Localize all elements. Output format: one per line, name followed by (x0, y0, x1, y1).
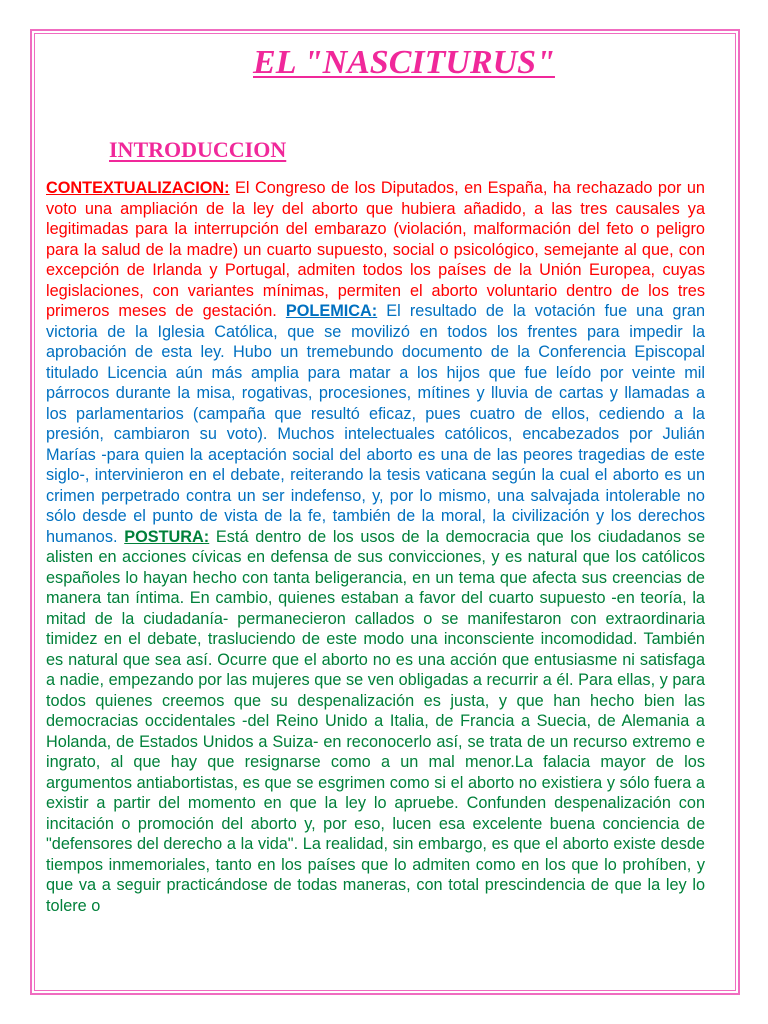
postura-label: POSTURA: (124, 527, 210, 546)
section-heading: INTRODUCCION (109, 137, 287, 162)
polemica-text: El resultado de la votación fue una gran victoria de la Iglesia Católica, que se movilizó en todos los frentes para impedir la aprobación de esta ley. Hubo un tremebundo documento de la Conferencia Episcopal titulado Licencia aún más amplia para matar a los hijos que fue leído por veinte mil párrocos durante la misa, rogativas, procesiones, mítines y lluvia de cartas y llamadas a los parlamentarios (campaña que resultó eficaz, pues cuatro de ellos, cediendo a la presión, cambiaron su voto). Muchos intelectuales católicos, encabezados por Julián Marías -para quien la aceptación social del aborto es una de las peores tragedias de este siglo-, intervinieron en el debate, reiterando la tesis vaticana según la cual el aborto es un crimen perpetrado contra un ser indefenso, y, por lo mismo, una salvajada intolerable no sólo desde el punto de vista de la fe, también de la moral, la civilización y los derechos humanos. (46, 302, 705, 546)
contextualizacion-label: CONTEXTUALIZACION: (46, 179, 230, 197)
polemica-label: POLEMICA: (285, 302, 378, 320)
contextualizacion-text: El Congreso de los Diputados, en España, ha rechazado por un voto una ampliación de la ley del aborto que hubiera añadido, a las tres causales ya legitimadas para la interrupción del embarazo (violación, malformación del feto o peligro para la salud de la madre) un cuarto supuesto, social o psicológico, semejante al que, con excepción de Irlanda y Portugal, admiten todos los países de la Unión Europea, cuyas legislaciones, con variantes mínimas, permiten el aborto voluntario dentro de los tres primeros meses de gestación. (46, 179, 705, 320)
body-paragraph (46, 178, 705, 916)
document-title: EL "NASCITURUS" (253, 44, 555, 81)
postura-text: Está dentro de los usos de la democracia que los ciudadanos se alisten en acciones cívicas en defensa de sus convicciones, y es natural que los católicos españoles lo hayan hecho con tanta beligerancia, en un tema que afecta sus creencias de manera tan íntima. En cambio, quienes estaban a favor del cuarto supuesto -en teoría, la mitad de la ciudadanía- permanecieron callados o se manifestaron con extraordinaria timidez en el debate, trasluciendo de este modo una inconsciente incomodidad. También es natural que sea así. Ocurre que el aborto no es una acción que entusiasme ni satisfaga a nadie, empezando por las mujeres que se ven obligadas a recurrir a él. Para ellas, y para todos quienes creemos que su despenalización es justa, y que han hecho bien las democracias occidentales -del Reino Unido a Italia, de Francia a Suecia, de Alemania a Holanda, de Estados Unidos a Suiza- en reconocerlo así, se trata de un recurso extremo e ingrato, al que hay que resignarse como a un mal menor.La falacia mayor de los argumentos antiabortistas, es que se esgrimen como si el aborto no existiera y sólo fuera a existir a partir del momento en que la ley lo apruebe. Confunden despenalización con incitación o promoción del aborto y, por eso, lucen esa excelente buena conciencia de "defensores del derecho a la vida". La realidad, sin embargo, es que el aborto existe desde tiempos inmemoriales, tanto en los países que lo admiten como en los que lo prohíben, y que va a seguir practicándose de todas maneras, con total prescindencia de que la ley lo tolere o (46, 527, 705, 915)
